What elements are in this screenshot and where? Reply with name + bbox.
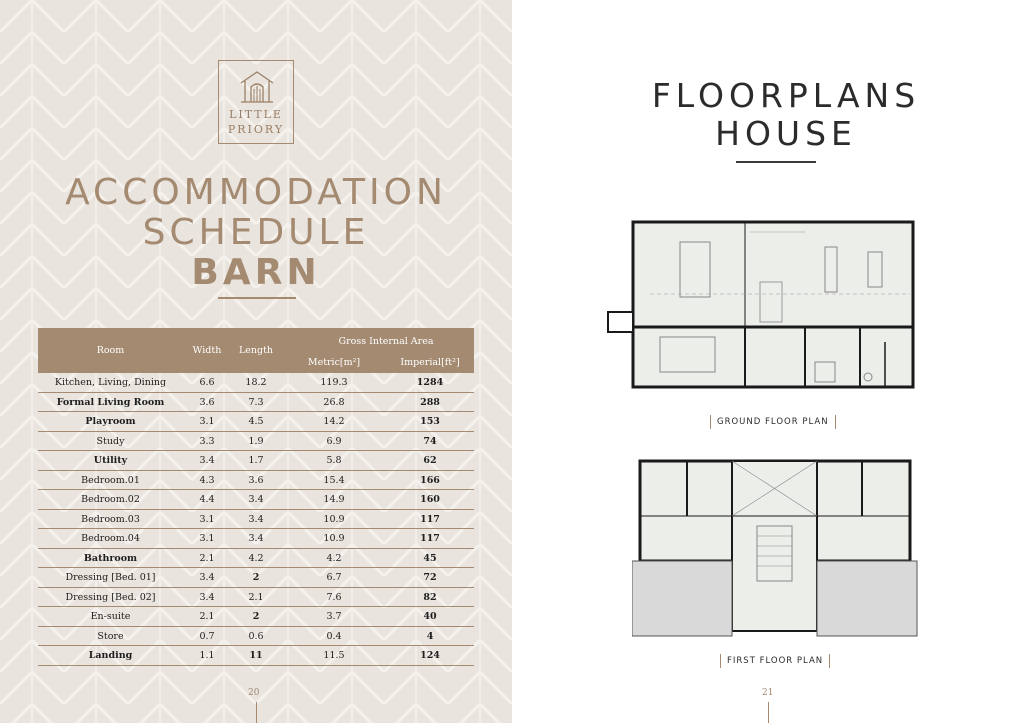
cell-imperial: 117 [420,513,440,525]
cell-room: Kitchen, Living, Dining [54,377,167,388]
cell-width: 4.3 [199,474,215,486]
cell-metric: 3.7 [326,611,342,622]
cell-width: 3.1 [199,416,215,427]
cell-room: Bedroom.03 [81,513,140,525]
cell-metric: 0.4 [326,630,342,642]
schedule-title: SCHEDULE [142,212,370,253]
cell-room: Playroom [85,416,136,427]
table-row [38,529,474,549]
title-divider-right [736,161,816,163]
house-title: HOUSE [715,114,857,153]
cell-length: 1.7 [248,455,264,466]
table-row [38,646,474,666]
page-number-left: 20 [248,688,260,698]
cell-room: En-suite [90,611,131,622]
cell-length: 0.6 [248,630,264,642]
header-width: Width [192,345,222,356]
little-priory-logo [218,60,294,144]
cell-imperial: 40 [423,611,437,622]
cell-width: 3.1 [199,513,215,525]
cell-room: Bedroom.01 [81,474,140,486]
table-row [38,627,474,647]
cell-room: Bedroom.04 [81,533,140,544]
header-room: Room [96,345,125,356]
page-tick-right [768,702,769,723]
cell-imperial: 288 [420,396,440,408]
first-floor-plan-drawing [632,456,922,641]
cell-metric: 6.9 [326,435,342,447]
table-row [38,393,474,413]
page-tick-left [256,702,257,723]
cell-length: 3.4 [248,494,264,505]
cell-imperial: 153 [420,416,440,427]
table-row [38,607,474,627]
cell-length: 11 [249,650,263,661]
cell-length: 2 [252,611,260,622]
table-row [38,412,474,432]
cell-width: 6.6 [199,377,215,388]
cell-room: Formal Living Room [56,396,165,408]
cell-length: 2.1 [248,591,264,603]
cell-width: 2.1 [199,552,215,564]
accommodation-title: ACCOMMODATION [65,172,447,213]
cell-room: Dressing [Bed. 01] [65,572,156,583]
cell-width: 3.4 [199,455,215,466]
cell-imperial: 166 [420,474,440,486]
cell-length: 4.5 [248,416,264,427]
floorplans-title: FLOORPLANS [651,76,921,115]
cell-imperial: 117 [420,533,440,544]
cell-length: 18.2 [245,377,267,388]
barn-title: BARN [191,252,321,293]
cell-imperial: 62 [423,455,437,466]
right-page [512,0,1024,723]
cell-metric: 119.3 [320,377,348,388]
cell-metric: 14.2 [323,416,345,427]
cell-room: Bedroom.02 [81,494,140,505]
cell-width: 3.1 [199,533,215,544]
table-row [38,549,474,569]
header-gross-internal-area: Gross Internal Area [338,336,434,347]
header-length: Length [238,345,274,356]
cell-metric: 10.9 [323,513,345,525]
cell-metric: 7.6 [326,591,342,603]
table-row [38,373,474,393]
cell-length: 4.2 [248,552,264,564]
cell-metric: 5.8 [326,455,342,466]
cell-metric: 15.4 [323,474,345,486]
page-number-right: 21 [762,688,774,698]
header-imperial: Imperial[ft²] [400,357,460,368]
table-row [38,471,474,491]
cell-width: 2.1 [199,611,215,622]
ground-floor-plan-label: GROUND FLOOR PLAN [710,415,836,429]
cell-width: 4.4 [199,494,215,505]
cell-room: Landing [88,650,133,661]
cell-imperial: 124 [420,650,440,661]
cell-room: Dressing [Bed. 02] [65,591,156,603]
cell-room: Bathroom [83,552,138,564]
cell-metric: 4.2 [326,552,342,564]
cell-metric: 14.9 [323,494,345,505]
table-row [38,588,474,608]
cell-width: 3.4 [199,572,215,583]
cell-metric: 11.5 [323,650,345,661]
table-row [38,451,474,471]
cell-width: 3.4 [199,591,215,603]
logo-text-priory: PRIORY [227,123,285,136]
cell-imperial: 1284 [416,377,444,388]
logo-text-little: LITTLE [229,108,283,121]
cell-metric: 26.8 [323,396,345,408]
table-row [38,510,474,530]
cell-width: 1.1 [199,650,215,661]
cell-room: Utility [93,455,128,466]
cell-metric: 10.9 [323,533,345,544]
first-floor-plan-label: FIRST FLOOR PLAN [720,654,830,668]
header-metric: Metric[m²] [307,357,361,368]
cell-width: 0.7 [199,630,215,642]
cell-room: Study [96,435,125,447]
cell-imperial: 72 [423,572,437,583]
ground-floor-plan-drawing [600,212,930,412]
cell-width: 3.6 [199,396,215,408]
cell-length: 7.3 [248,396,264,408]
accommodation-table [38,328,474,666]
cell-imperial: 4 [426,630,434,642]
cell-length: 3.6 [248,474,264,486]
house-logo-icon [239,69,275,103]
cell-metric: 6.7 [326,572,342,583]
table-row [38,490,474,510]
table-body [38,372,474,666]
table-row [38,568,474,588]
cell-imperial: 45 [423,552,437,564]
cell-length: 2 [252,572,260,583]
cell-imperial: 82 [423,591,437,603]
cell-length: 3.4 [248,533,264,544]
cell-room: Store [97,630,124,642]
cell-width: 3.3 [199,435,215,447]
cell-imperial: 160 [420,494,440,505]
table-row [38,432,474,452]
cell-length: 3.4 [248,513,264,525]
cell-length: 1.9 [248,435,264,447]
cell-imperial: 74 [423,435,437,447]
table-header [38,328,474,372]
title-divider [218,297,296,299]
